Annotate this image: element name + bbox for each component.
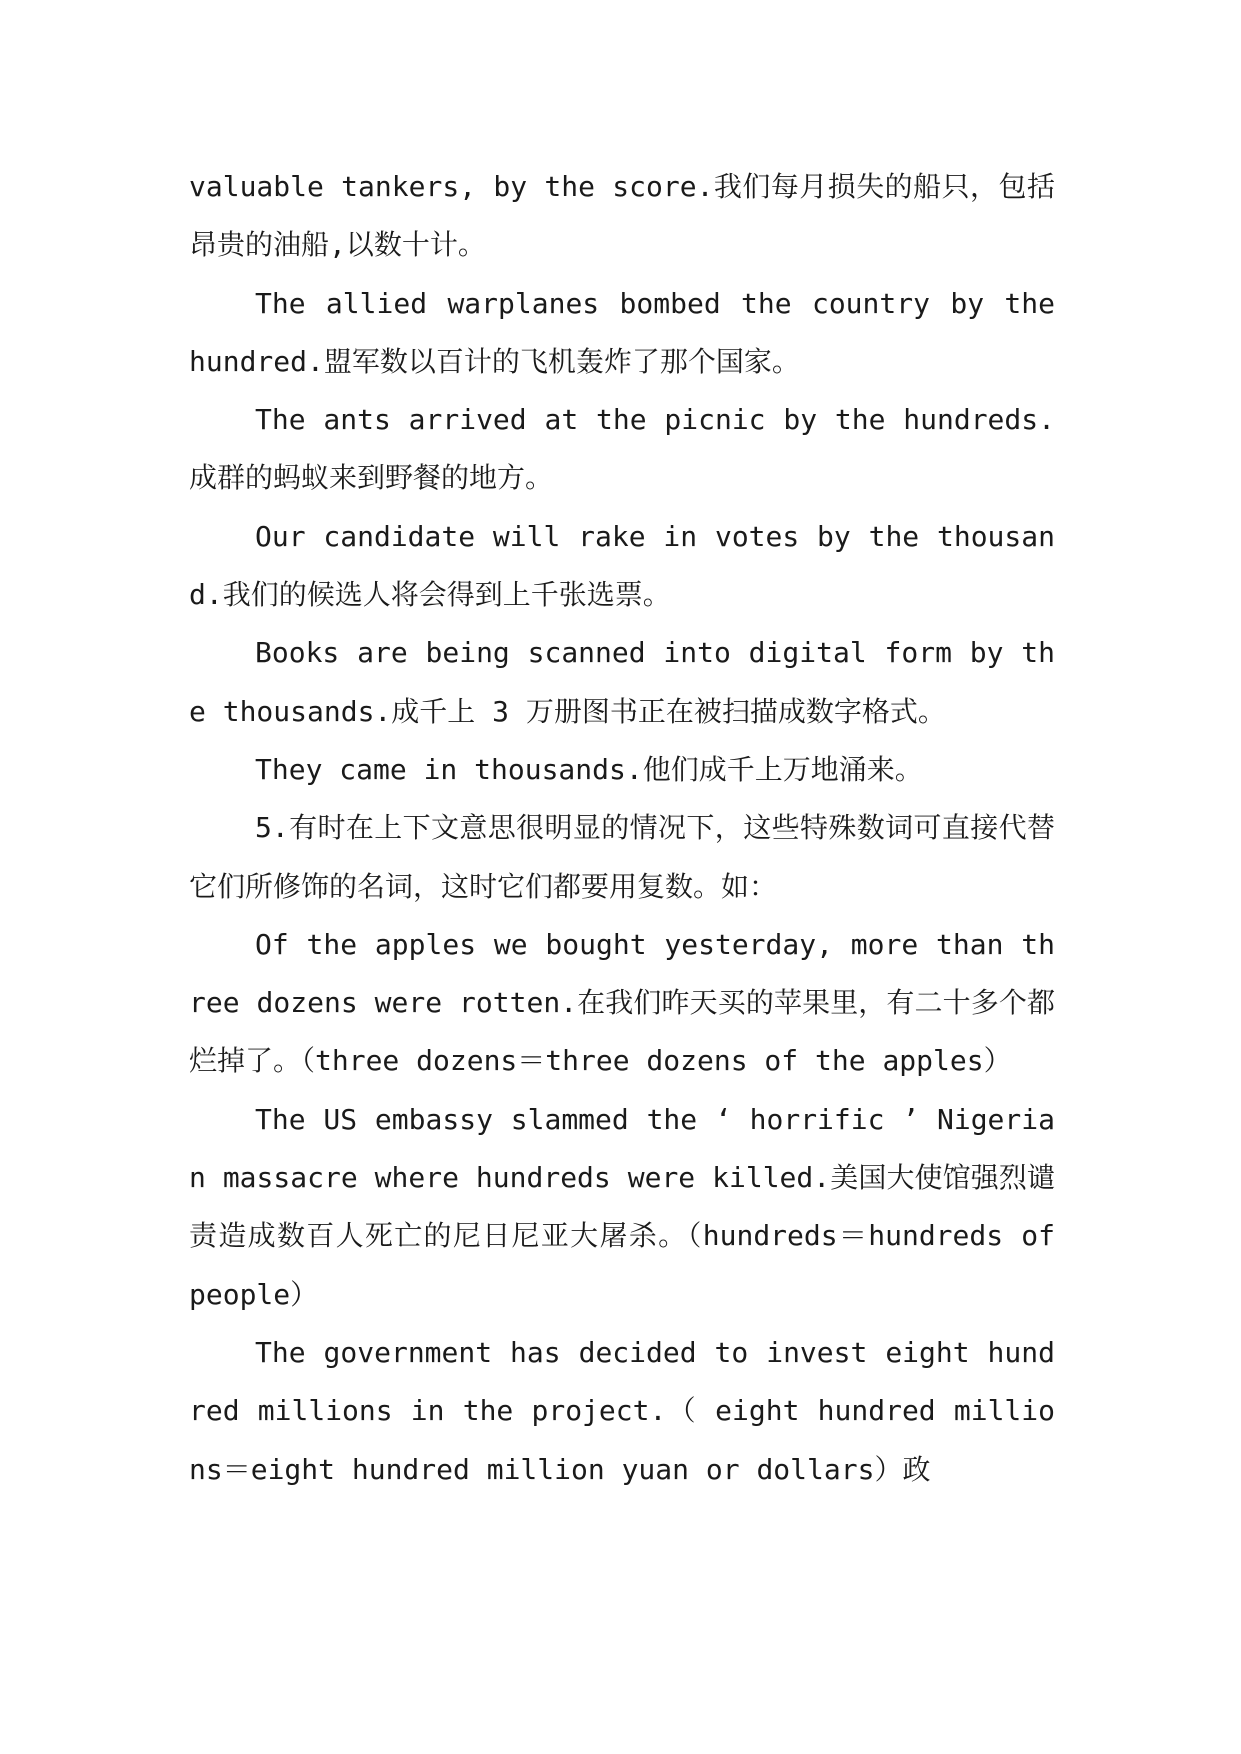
document-body (189, 158, 1055, 1499)
paragraph-6: They came in thousands.他们成千上万地涌来。 (255, 752, 923, 786)
paragraph-8: Of the apples we bought yesterday, more than three dozens were rotten.在我们昨天买的苹果里，有二十多个都烂掉了。（three dozens＝three dozens of the apples） (189, 927, 1055, 1078)
paragraph-3: The ants arrived at the picnic by the hundreds.成群的蚂蚁来到野餐的地方。 (189, 403, 1055, 495)
paragraph-2: The allied warplanes bombed the country by the hundred.盟军数以百计的飞机轰炸了那个国家。 (189, 286, 1055, 378)
paragraph-4: Our candidate will rake in votes by the thousand.我们的候选人将会得到上千张选票。 (189, 519, 1055, 612)
paragraph-5: Books are being scanned into digital form by the thousands.成千上 3 万册图书正在被扫描成数字格式。 (189, 636, 1055, 728)
paragraph-1: valuable tankers, by the score.我们每月损失的船只，包括昂贵的油船,以数十计。 (189, 170, 1055, 262)
paragraph-10: The government has decided to invest eight hundred millions in the project.（ eight hundred millions＝eight hundred million yuan or dollars）政 (189, 1335, 1055, 1486)
paragraph-7: 5.有时在上下文意思很明显的情况下，这些特殊数词可直接代替它们所修饰的名词，这时它们都要用复数。如： (189, 811, 1055, 903)
paragraph-9: The US embassy slammed the ‘ horrific ’ Nigerian massacre where hundreds were killed.美国大使馆强烈谴责造成数百人死亡的尼日尼亚大屠杀。（hundreds＝hundreds of people） (189, 1102, 1055, 1311)
